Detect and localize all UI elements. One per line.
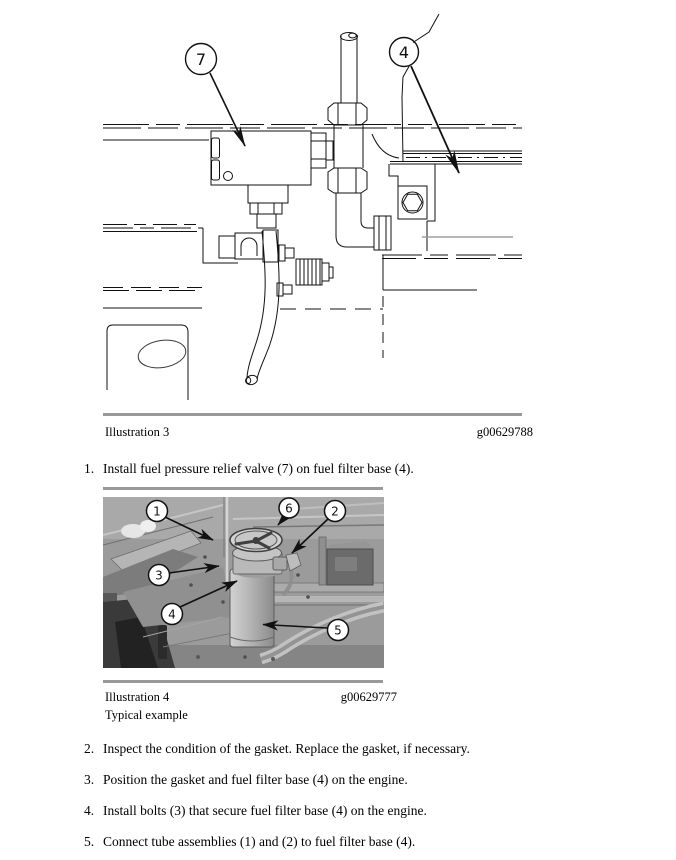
callout-6-number: 6	[285, 501, 293, 516]
callout-4-number: 4	[168, 607, 176, 622]
callout-7-leader-arrow	[210, 73, 245, 146]
step-5-number: 5.	[84, 834, 95, 849]
separator-above-illustration-4	[103, 487, 383, 490]
illustration-4-caption-row	[105, 691, 397, 705]
illustration-3-caption: Illustration 3	[105, 425, 170, 439]
step-1-number: 1.	[84, 461, 95, 476]
step-3-number: 3.	[84, 772, 95, 787]
step-3	[84, 772, 644, 788]
step-4-number: 4.	[84, 803, 95, 818]
callout-4-number: 4	[398, 43, 410, 62]
separator-illustration-4	[103, 680, 383, 683]
callout-7-number: 7	[195, 50, 207, 69]
illustration-3-drawing	[0, 0, 676, 420]
illustration-4-note: Typical example	[105, 708, 188, 722]
illustration-3-figure-id: g00629788	[476, 425, 533, 439]
illustration-4-photo	[103, 497, 384, 668]
step-2-text: Inspect the condition of the gasket. Replace the gasket, if necessary.	[103, 741, 470, 756]
step-4	[84, 803, 644, 819]
callout-1-number: 1	[153, 504, 161, 519]
step-1	[84, 461, 644, 477]
callout-4-leader-line	[413, 14, 439, 43]
illustration-4-caption: Illustration 4	[105, 690, 170, 704]
callout-4-leader-thin	[402, 66, 410, 163]
step-2-number: 2.	[84, 741, 95, 756]
callout-3-number: 3	[155, 568, 163, 583]
callout-4-leader-arrow	[411, 66, 459, 173]
step-3-text: Position the gasket and fuel filter base (4) on the engine.	[103, 772, 408, 787]
illustration-4-figure-id: g00629777	[340, 690, 397, 704]
step-2	[84, 741, 644, 757]
step-5-text: Connect tube assemblies (1) and (2) to fuel filter base (4).	[103, 834, 416, 849]
step-5	[84, 834, 644, 850]
illustration-3-caption-row	[105, 426, 533, 440]
separator-illustration-3	[103, 413, 522, 416]
callout-2-number: 2	[331, 504, 339, 519]
callout-4	[390, 14, 460, 173]
step-4-text: Install bolts (3) that secure fuel filter base (4) on the engine.	[103, 803, 427, 818]
step-1-text: Install fuel pressure relief valve (7) on fuel filter base (4).	[103, 461, 414, 476]
fuel-system-linework	[103, 33, 522, 401]
callout-5-number: 5	[334, 623, 342, 638]
